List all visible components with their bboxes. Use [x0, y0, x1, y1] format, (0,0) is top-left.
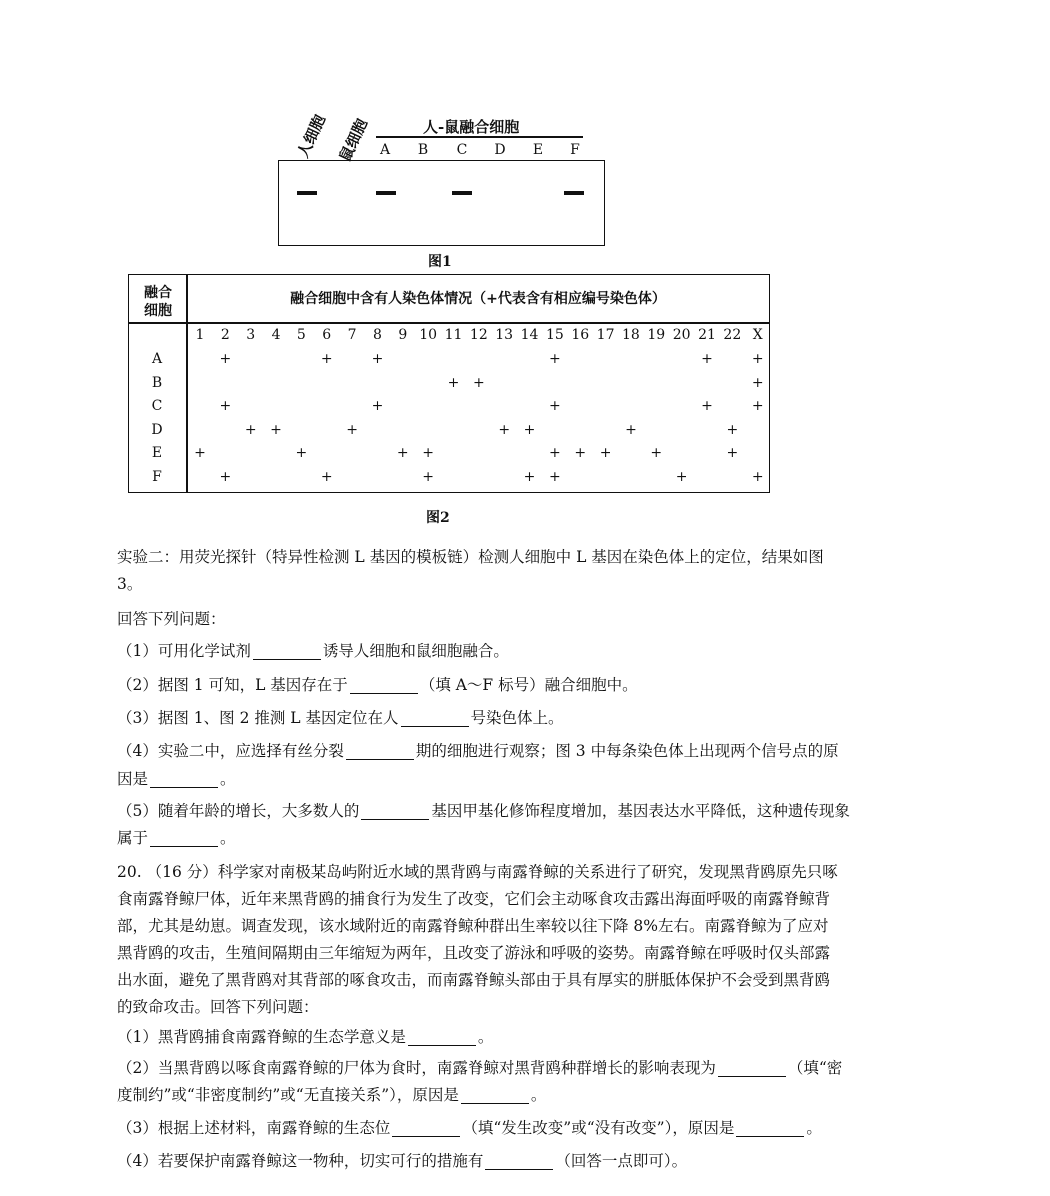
question-5-line2: 属于 。: [117, 829, 236, 847]
plus-mark: +: [295, 445, 308, 462]
experiment2-line2: 3。: [117, 575, 143, 593]
lane-label-f: F: [570, 142, 580, 158]
plus-mark: +: [219, 469, 232, 485]
answer-blank[interactable]: [150, 769, 218, 788]
plus-mark: +: [751, 351, 764, 367]
column-number: 8: [372, 327, 382, 343]
plus-mark: +: [549, 398, 561, 415]
plus-mark: +: [599, 445, 612, 462]
column-number: 12: [469, 327, 488, 343]
subquestion-1: （1）黑背鸥捕食南露脊鲸的生态学意义是 。: [117, 1028, 494, 1046]
plus-mark: +: [422, 445, 434, 462]
subquestion-4: （4）若要保护南露脊鲸这一物种，切实可行的措施有 （回答一点即可）。: [117, 1152, 688, 1170]
row-label: F: [152, 469, 162, 485]
figure-1-caption: 图1: [428, 254, 452, 270]
q20-line3: 部，尤其是幼崽。调查发现，该水域附近的南露脊鲸种群出生率较以往下降 8%左右。南露脊鲸为了应对: [117, 917, 829, 935]
column-number: 13: [495, 327, 514, 343]
question-3: （3）据图 1、图 2 推测 L 基因定位在人 号染色体上。: [117, 709, 564, 727]
question-1: （1）可用化学试剂 诱导人细胞和鼠细胞融合。: [117, 642, 509, 660]
plus-mark: +: [726, 421, 739, 438]
plus-mark: +: [244, 421, 257, 438]
answer-intro: 回答下列问题：: [117, 610, 226, 628]
answer-blank[interactable]: [346, 741, 414, 760]
plus-mark: +: [751, 469, 764, 485]
q20-line6: 的致命攻击。回答下列问题：: [117, 998, 319, 1016]
plus-mark: +: [549, 469, 561, 485]
plus-mark: +: [320, 469, 333, 485]
question-4-line2: 因是 。: [117, 770, 236, 788]
column-number: 18: [622, 327, 640, 343]
question-4-line1: （4）实验二中，应选择有丝分裂 期的细胞进行观察；图 3 中每条染色体上出现两个信号点的原: [117, 742, 839, 760]
column-number: 7: [347, 327, 357, 343]
column-number: 19: [647, 327, 666, 343]
column-number: 17: [596, 327, 615, 343]
plus-mark: +: [726, 445, 739, 462]
answer-blank[interactable]: [718, 1058, 786, 1077]
plus-mark: +: [751, 398, 764, 415]
column-number: 15: [545, 327, 564, 343]
column-number: 22: [723, 327, 742, 343]
column-number: 9: [398, 327, 408, 343]
column-number: X: [752, 327, 763, 343]
q20-line1: 20. （16 分）科学家对南极某岛屿附近水域的黑背鸥与南露脊鲸的关系进行了研究，发现黑背鸥原先只啄: [117, 863, 838, 881]
mouse-cell-label: 鼠细胞: [335, 116, 372, 165]
subquestion-2-line1: （2）当黑背鸥以啄食南露脊鲸的尸体为食时，南露脊鲸对黑背鸥种群增长的影响表现为 （填“密: [117, 1059, 843, 1077]
plus-mark: +: [574, 445, 587, 462]
column-number: 11: [444, 327, 463, 343]
plus-mark: +: [371, 398, 384, 415]
plus-mark: +: [270, 421, 282, 438]
subquestion-2-line2: 度制约”或“非密度制约”或“无直接关系”），原因是 。: [117, 1086, 547, 1104]
plus-mark: +: [194, 445, 206, 462]
row-label: C: [151, 398, 163, 415]
plus-mark: +: [447, 374, 460, 391]
lane-label-e: E: [532, 142, 544, 158]
column-number: 3: [246, 327, 256, 343]
lane-label-a: A: [379, 142, 391, 158]
lane-label-b: B: [417, 142, 429, 158]
plus-mark: +: [396, 445, 409, 462]
answer-blank[interactable]: [461, 1085, 529, 1104]
band-lane-a: [376, 191, 396, 195]
column-number: 4: [271, 327, 281, 343]
lane-label-c: C: [456, 142, 468, 158]
plus-mark: +: [675, 469, 688, 485]
answer-blank[interactable]: [485, 1151, 553, 1170]
plus-mark: +: [701, 398, 713, 415]
q20-line4: 黑背鸥的攻击，生殖间隔期由三年缩短为两年，且改变了游泳和呼吸的姿势。南露脊鲸在呼吸时仅头部露: [117, 944, 831, 962]
row-header-cell: 融合 细胞: [144, 285, 172, 319]
plus-mark: +: [751, 374, 764, 391]
q20-line2: 食南露脊鲸尸体，近年来黑背鸥的捕食行为发生了改变，它们会主动啄食攻击露出海面呼吸的南露脊鲸背: [117, 890, 831, 908]
answer-blank[interactable]: [401, 708, 469, 727]
table-divider-horizontal: [128, 322, 770, 324]
plus-mark: +: [549, 445, 561, 462]
answer-blank[interactable]: [150, 828, 218, 847]
column-number: 21: [698, 327, 716, 343]
fusion-cell-group-label: 人-鼠融合细胞: [423, 118, 520, 136]
row-label: D: [151, 421, 163, 438]
column-number: 6: [322, 327, 332, 343]
column-number: 5: [296, 327, 306, 343]
plus-mark: +: [219, 351, 232, 367]
column-number: 20: [672, 327, 691, 343]
column-number: 16: [571, 327, 590, 343]
plus-mark: +: [219, 398, 232, 415]
group-underline: [376, 136, 583, 138]
human-cell-label: 人细胞: [293, 112, 330, 161]
experiment2-line1: 实验二：用荧光探针（特异性检测 L 基因的模板链）检测人细胞中 L 基因在染色体上的定位，结果如图: [117, 548, 824, 566]
band-human-cell: [297, 191, 317, 195]
subquestion-3: （3）根据上述材料，南露脊鲸的生态位 （填“发生改变”或“没有改变”），原因是 。: [117, 1119, 822, 1137]
column-number: 14: [520, 327, 539, 343]
plus-mark: +: [498, 421, 511, 438]
plus-mark: +: [371, 351, 384, 367]
answer-blank[interactable]: [408, 1027, 476, 1046]
lane-label-d: D: [494, 142, 506, 158]
plus-mark: +: [625, 421, 637, 438]
row-label: E: [151, 445, 163, 462]
column-number: 10: [419, 327, 438, 343]
answer-blank[interactable]: [361, 801, 429, 820]
plus-mark: +: [549, 351, 561, 367]
plus-mark: +: [422, 469, 434, 485]
question-2: （2）据图 1 可知，L 基因存在于 （填 A～F 标号）融合细胞中。: [117, 676, 638, 694]
column-number: 2: [220, 327, 230, 343]
answer-blank[interactable]: [392, 1118, 460, 1137]
plus-mark: +: [701, 351, 713, 367]
plus-mark: +: [523, 469, 536, 485]
band-lane-f: [564, 191, 584, 195]
band-lane-c: [452, 191, 472, 195]
question-5-line1: （5）随着年龄的增长，大多数人的 基因甲基化修饰程度增加，基因表达水平降低，这种遗传现象: [117, 802, 850, 820]
answer-blank[interactable]: [350, 675, 418, 694]
plus-mark: +: [523, 421, 536, 438]
row-label: A: [151, 351, 163, 367]
plus-mark: +: [472, 374, 485, 391]
q20-line5: 出水面，避免了黑背鸥对其背部的啄食攻击，而南露脊鲸头部由于具有厚实的胼胝体保护不会受到黑背鸥: [117, 971, 831, 989]
plus-mark: +: [650, 445, 663, 462]
answer-blank[interactable]: [736, 1118, 804, 1137]
gel-box: [278, 160, 605, 246]
plus-mark: +: [320, 351, 333, 367]
plus-mark: +: [346, 421, 358, 438]
column-header-cell: 融合细胞中含有人染色体情况（+代表含有相应编号染色体）: [290, 291, 666, 307]
column-number: 1: [195, 327, 205, 343]
answer-blank[interactable]: [253, 641, 321, 660]
figure-2-caption: 图2: [426, 510, 450, 526]
row-label: B: [151, 374, 163, 391]
